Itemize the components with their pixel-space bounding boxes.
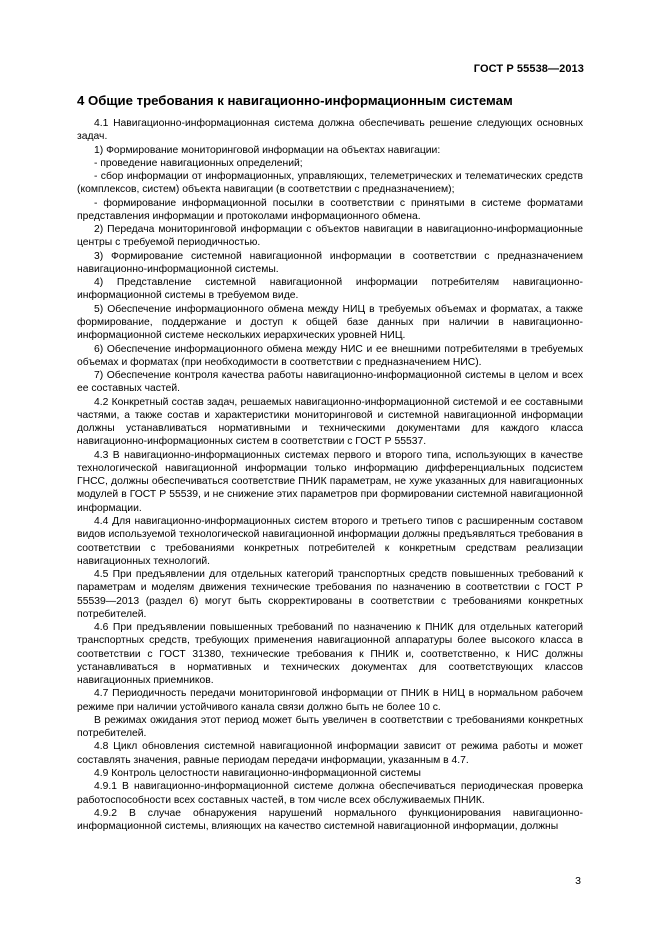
paragraph: 7) Обеспечение контроля качества работы навигационно-информационной системы в целом и всех ее составных частей.: [77, 370, 583, 395]
paragraph: 1) Формирование мониторинговой информации на объектах навигации:: [94, 144, 441, 156]
paragraph: 4.9.2 В случае обнаружения нарушений нормального функционирования навигационно-информационной системы, влияющих на качество системной навигационной информации, должны: [77, 807, 583, 833]
paragraph: 4.9.1 В навигационно-информационной системе должна обеспечиваться периодическая проверка работоспособности всех составных частей, в том числе всех обслуживаемых ПНИК.: [77, 781, 583, 806]
paragraph: В режимах ожидания этот период может быть увеличен в соответствии с требованиями конкретных потребителей.: [77, 714, 583, 740]
paragraph: 4.9 Контроль целостности навигационно-информационной системы: [94, 768, 421, 780]
paragraph: 3) Формирование системной навигационной информации в соответствии с предназначением навигационно-информационной системы.: [77, 250, 583, 275]
paragraph: 4.1 Навигационно-информационная система должна обеспечивать решение следующих основных задач.: [77, 118, 583, 143]
paragraph: 4.8 Цикл обновления системной навигационной информации зависит от режима работы и может составлять значения, равные периодам передачи информации, указанным в 4.7.: [77, 741, 583, 766]
paragraph: 4.2 Конкретный состав задач, решаемых навигационно-информационной системой и ее составными частями, а также состав и характеристики мониторинговой и системной навигационной информации должны устанавливаться нормативными и техническими документами для каждого класса навигационно-информационных систем в соответствии с ГОСТ Р 55537.: [77, 396, 583, 448]
paragraph: 2) Передача мониторинговой информации с объектов навигации в навигационно-информационные центры с требуемой периодичностью.: [77, 224, 583, 249]
paragraph: 4.3 В навигационно-информационных системах первого и второго типа, использующих в качестве технологической навигационной информации только информацию дифференциальных подсистем ГНСС, должны обеспечиваться соответствие ПНИК параметрам, не хуже указанных для навигационных модулей в ГОСТ Р 55539, и не снижение этих параметров при формировании системной навигационной информации.: [77, 449, 583, 514]
paragraph: 4.6 При предъявлении повышенных требований по назначению к ПНИК для отдельных категорий транспортных средств, требующих применения навигационной аппаратуры более высокого класса в соответствии с ГОСТ 31380, технические требования к ПНИК и, соответственно, к НИС должны устанавливаться в нормативных и технических документах для соответствующих классов навигационных приемников.: [77, 622, 583, 687]
paragraph: 4) Представление системной навигационной информации потребителям навигационно-информационной системы в требуемом виде.: [77, 277, 583, 302]
paragraph: 5) Обеспечение информационного обмена между НИЦ в требуемых объемах и форматах, а также формирование, поддержание и доступ к общей базе данных при наличии в навигационно-информационной системе нескольких иерархических уровней НИЦ.: [77, 303, 583, 342]
paragraph: - формирование информационной посылки в соответствии с принятыми в системе форматами представления информации и протоколами информационного обмена.: [77, 197, 583, 222]
body-text: [77, 117, 583, 833]
running-header: ГОСТ Р 55538—2013: [473, 63, 584, 75]
paragraph: 6) Обеспечение информационного обмена между НИС и ее внешними потребителями в требуемых объемах и форматах (при необходимости в соответствии с предназначением НИС).: [77, 343, 583, 368]
page-number: 3: [575, 875, 581, 887]
paragraph: 4.7 Периодичность передачи мониторинговой информации от ПНИК в НИЦ в нормальном рабочем режиме при наличии устойчивого канала связи должно быть не более 10 с.: [77, 688, 583, 713]
paragraph: 4.5 При предъявлении для отдельных категорий транспортных средств повышенных требований к параметрам и моделям движения технические требования по назначению в соответствии с ГОСТ Р 55539—2013 (раздел 6) могут быть скорректированы в соответствии с требованиями конкретных потребителей.: [77, 569, 583, 620]
paragraph: - сбор информации от информационных, управляющих, телеметрических и телематических средств (комплексов, систем) объекта навигации (в соответствии с предназначением);: [77, 171, 583, 196]
paragraph: - проведение навигационных определений;: [94, 157, 303, 169]
section-title: 4 Общие требования к навигационно-информационным системам: [77, 93, 513, 108]
paragraph: 4.4 Для навигационно-информационных систем второго и третьего типов с расширенным составом видов используемой технологической навигационной информации должны предъявляться требования в соответствии с требованиями конкретных потребителей к конкретным средствам реализации навигационных технологий.: [77, 515, 583, 567]
